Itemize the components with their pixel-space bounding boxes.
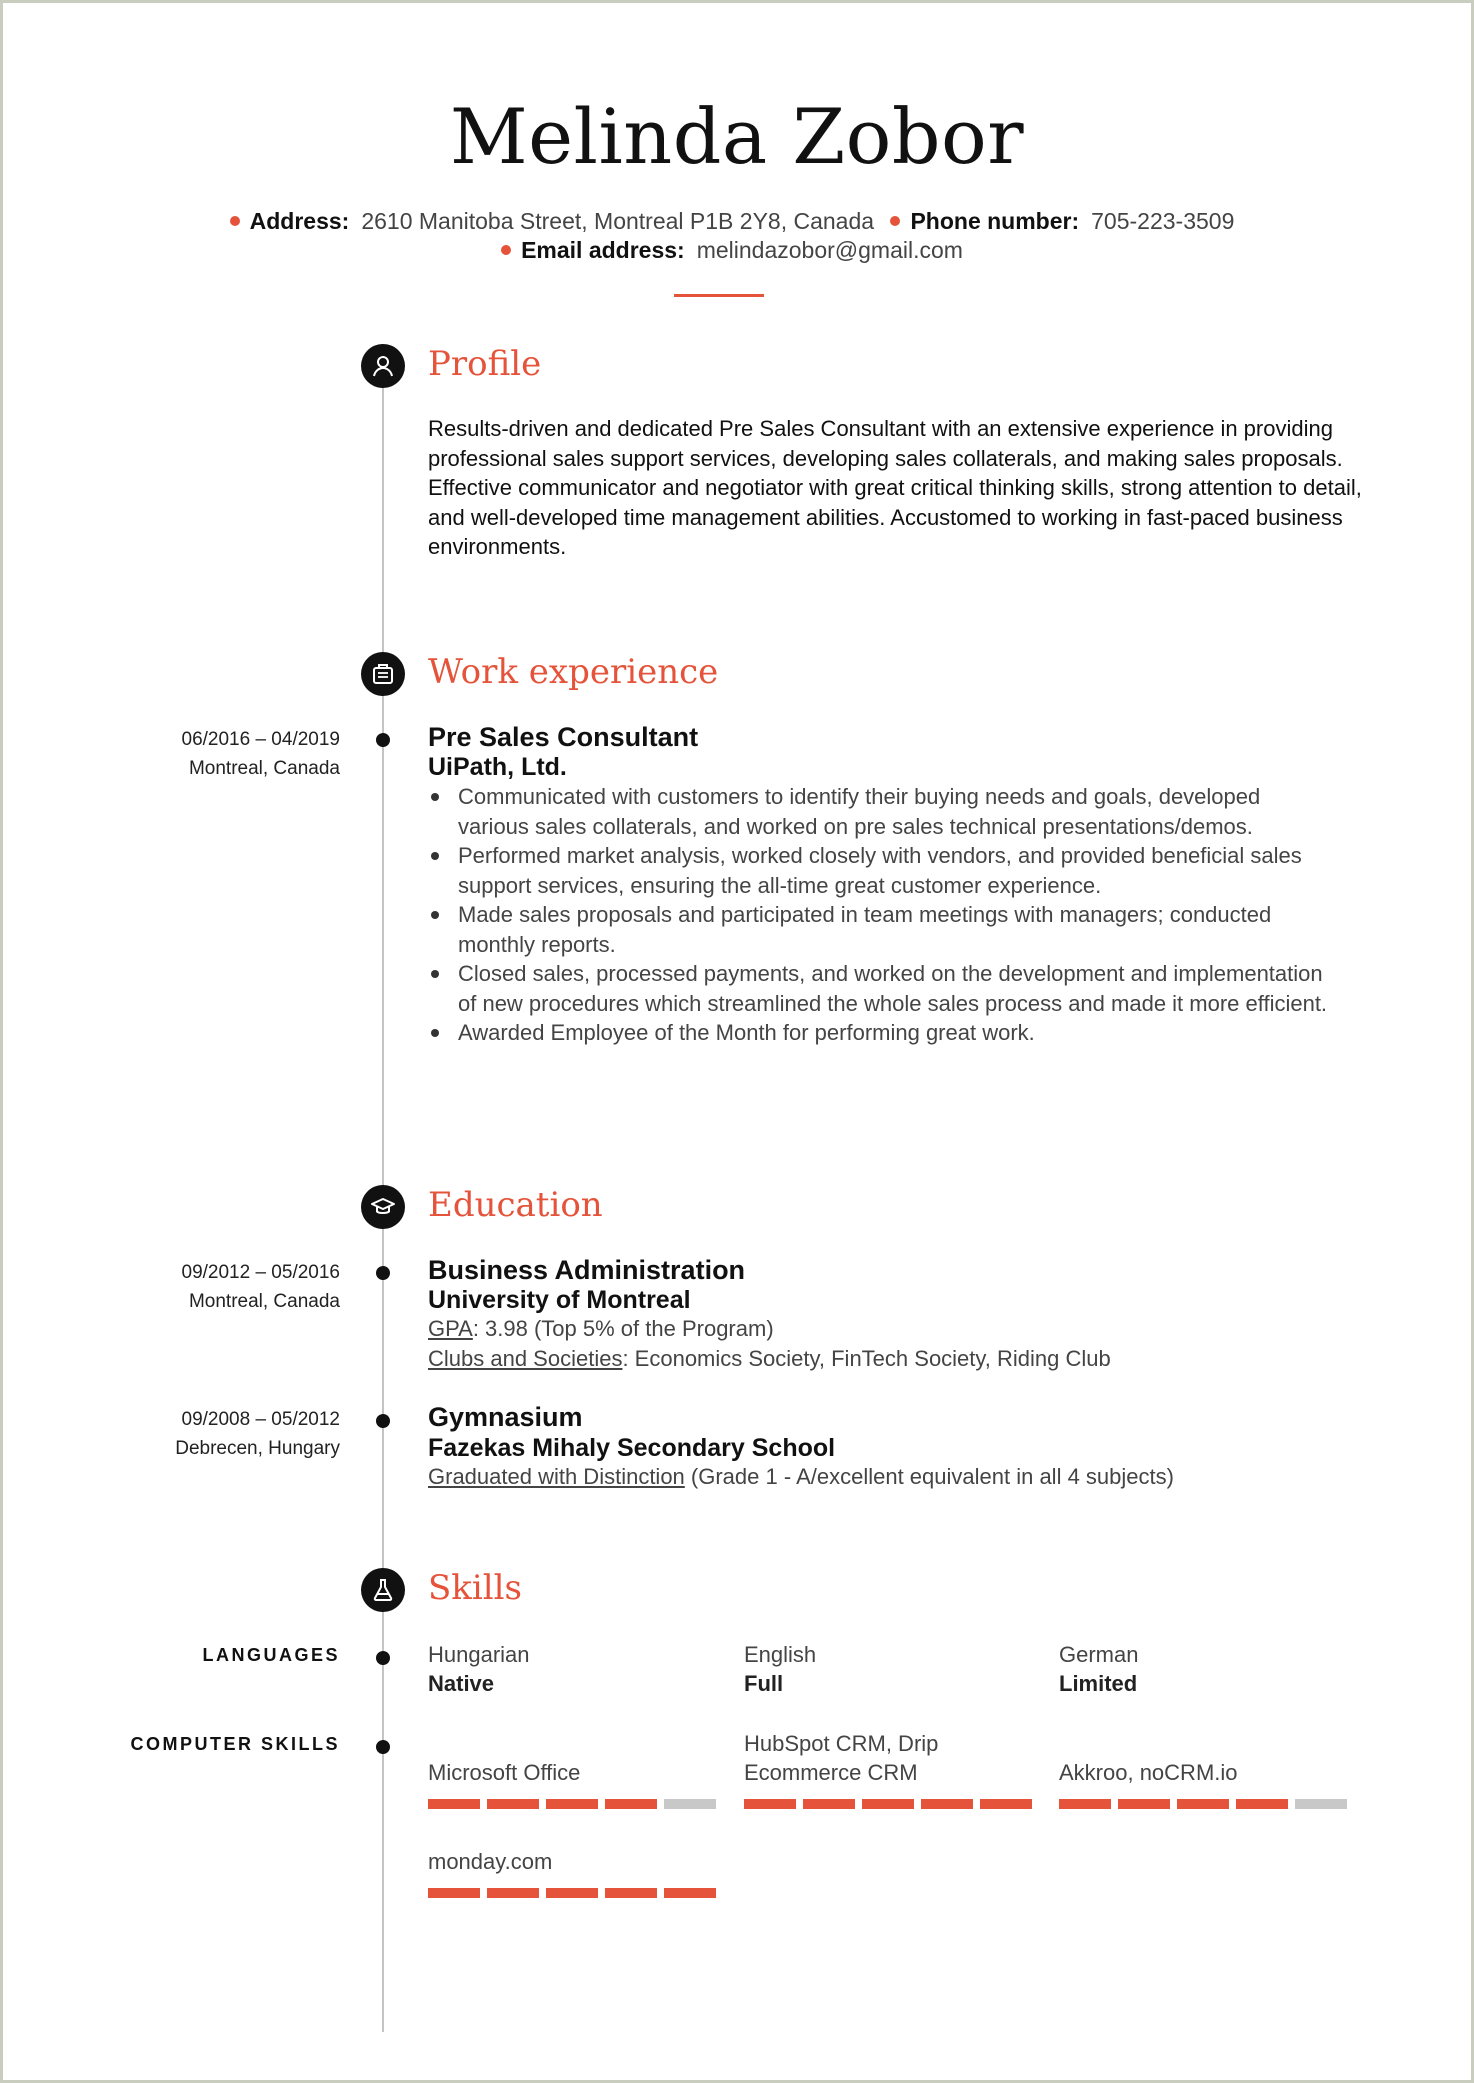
email-label: Email address: xyxy=(521,237,685,263)
edu-honor xyxy=(428,1464,1174,1490)
edu-location: Debrecen, Hungary xyxy=(175,1438,340,1459)
job-location: Montreal, Canada xyxy=(188,758,340,779)
timeline-dot xyxy=(376,1414,390,1428)
rating-segment-filled xyxy=(1059,1799,1111,1809)
rating-segment-empty xyxy=(1295,1799,1347,1809)
bullet-dot xyxy=(890,216,900,226)
edu-clubs xyxy=(428,1346,1111,1372)
job-role: Pre Sales Consultant xyxy=(428,722,699,752)
contact-line-1 xyxy=(0,208,1474,235)
edu-gpa xyxy=(428,1316,774,1342)
candidate-name: Melinda Zobor xyxy=(449,92,1025,181)
clubs-label: Clubs and Societies xyxy=(428,1346,623,1371)
phone-value: 705-223-3509 xyxy=(1091,208,1235,234)
list-item: Made sales proposals and participated in team meetings with managers; conducted monthly reports. xyxy=(428,900,1328,959)
list-item: Awarded Employee of the Month for performing great work. xyxy=(428,1018,1328,1048)
language-name: English xyxy=(744,1642,817,1667)
language-level: Native xyxy=(428,1671,495,1696)
edu-location: Montreal, Canada xyxy=(188,1291,340,1312)
computer-skills-label: COMPUTER SKILLS xyxy=(130,1734,340,1754)
briefcase-icon xyxy=(361,652,405,696)
bullet-dot xyxy=(230,216,240,226)
rating-segment-filled xyxy=(1118,1799,1170,1809)
rating-segment-filled xyxy=(1236,1799,1288,1809)
rating-segment-filled xyxy=(605,1799,657,1809)
languages-label: LANGUAGES xyxy=(202,1645,340,1665)
section-title-skills: Skills xyxy=(428,1568,522,1608)
edu-school: University of Montreal xyxy=(428,1286,691,1314)
computer-skill-name: HubSpot CRM, Drip xyxy=(744,1731,939,1756)
section-title-work: Work experience xyxy=(428,652,719,692)
gpa-label: GPA xyxy=(428,1316,473,1341)
contact-line-2 xyxy=(0,237,1474,264)
email-value[interactable]: melindazobor@gmail.com xyxy=(696,237,963,263)
rating-segment-filled xyxy=(428,1799,480,1809)
timeline-dot xyxy=(376,1266,390,1280)
phone-label: Phone number: xyxy=(910,208,1080,234)
rating-segment-filled xyxy=(744,1799,796,1809)
clubs-value: : Economics Society, FinTech Society, Riding Club xyxy=(622,1346,1111,1371)
skill-rating-bar xyxy=(428,1799,716,1809)
list-item: Closed sales, processed payments, and worked on the development and implementation of new procedures which streamlined the whole sales process and made it more efficient. xyxy=(428,959,1328,1018)
honor-value: (Grade 1 - A/excellent equivalent in all 4 subjects) xyxy=(684,1464,1174,1489)
timeline-dot xyxy=(376,733,390,747)
timeline-dot xyxy=(376,1740,390,1754)
flask-icon xyxy=(361,1568,405,1612)
rating-segment-filled xyxy=(546,1888,598,1898)
honor-label: Graduated with Distinction xyxy=(428,1464,685,1489)
rating-segment-filled xyxy=(428,1888,480,1898)
address-label: Address: xyxy=(249,208,350,234)
skill-rating-bar xyxy=(428,1888,716,1898)
gpa-value: : 3.98 (Top 5% of the Program) xyxy=(472,1316,774,1341)
rating-segment-filled xyxy=(921,1799,973,1809)
header-divider xyxy=(674,294,764,297)
rating-segment-filled xyxy=(546,1799,598,1809)
edu-dates: 09/2012 – 05/2016 xyxy=(181,1262,340,1283)
skill-rating-bar xyxy=(1059,1799,1347,1809)
language-level: Limited xyxy=(1059,1671,1138,1696)
skill-rating-bar xyxy=(744,1799,1032,1809)
person-icon xyxy=(361,344,405,388)
language-name: Hungarian xyxy=(428,1642,530,1667)
computer-skill-name-cont: Ecommerce CRM xyxy=(744,1760,918,1785)
profile-summary: Results-driven and dedicated Pre Sales Consultant with an extensive experience in providing professional sales support services, developing sales collaterals, and making sales proposals. Effective communicator and negotiator with great critical thinking skills, strong attention to detail, and well-developed time management abilities. Accustomed to working in fast-paced business environments. xyxy=(428,416,1362,559)
section-title-education: Education xyxy=(428,1185,603,1225)
rating-segment-empty xyxy=(664,1799,716,1809)
language-name: German xyxy=(1059,1642,1139,1667)
rating-segment-filled xyxy=(980,1799,1032,1809)
list-item: Communicated with customers to identify their buying needs and goals, developed various sales collaterals, and worked on pre sales technical presentations/demos. xyxy=(428,782,1328,841)
rating-segment-filled xyxy=(487,1888,539,1898)
edu-school: Fazekas Mihaly Secondary School xyxy=(428,1434,836,1462)
list-item: Performed market analysis, worked closely with vendors, and provided beneficial sales support services, ensuring the all-time great customer experience. xyxy=(428,841,1328,900)
address-value: 2610 Manitoba Street, Montreal P1B 2Y8, Canada xyxy=(361,208,875,234)
rating-segment-filled xyxy=(487,1799,539,1809)
computer-skill-name: Microsoft Office xyxy=(428,1760,581,1785)
edu-degree: Gymnasium xyxy=(428,1402,583,1432)
rating-segment-filled xyxy=(1177,1799,1229,1809)
timeline-dot xyxy=(376,1651,390,1665)
bullet-dot xyxy=(501,245,511,255)
job-dates: 06/2016 – 04/2019 xyxy=(181,729,340,750)
computer-skill-name: monday.com xyxy=(428,1849,553,1874)
job-bullets xyxy=(428,782,1328,1048)
graduation-cap-icon xyxy=(361,1185,405,1229)
rating-segment-filled xyxy=(862,1799,914,1809)
edu-degree: Business Administration xyxy=(428,1255,746,1285)
computer-skill-name: Akkroo, noCRM.io xyxy=(1059,1760,1238,1785)
job-company: UiPath, Ltd. xyxy=(428,753,567,781)
rating-segment-filled xyxy=(605,1888,657,1898)
language-level: Full xyxy=(744,1671,784,1696)
rating-segment-filled xyxy=(803,1799,855,1809)
section-title-profile: Profile xyxy=(428,344,542,384)
rating-segment-filled xyxy=(664,1888,716,1898)
edu-dates: 09/2008 – 05/2012 xyxy=(181,1409,340,1430)
